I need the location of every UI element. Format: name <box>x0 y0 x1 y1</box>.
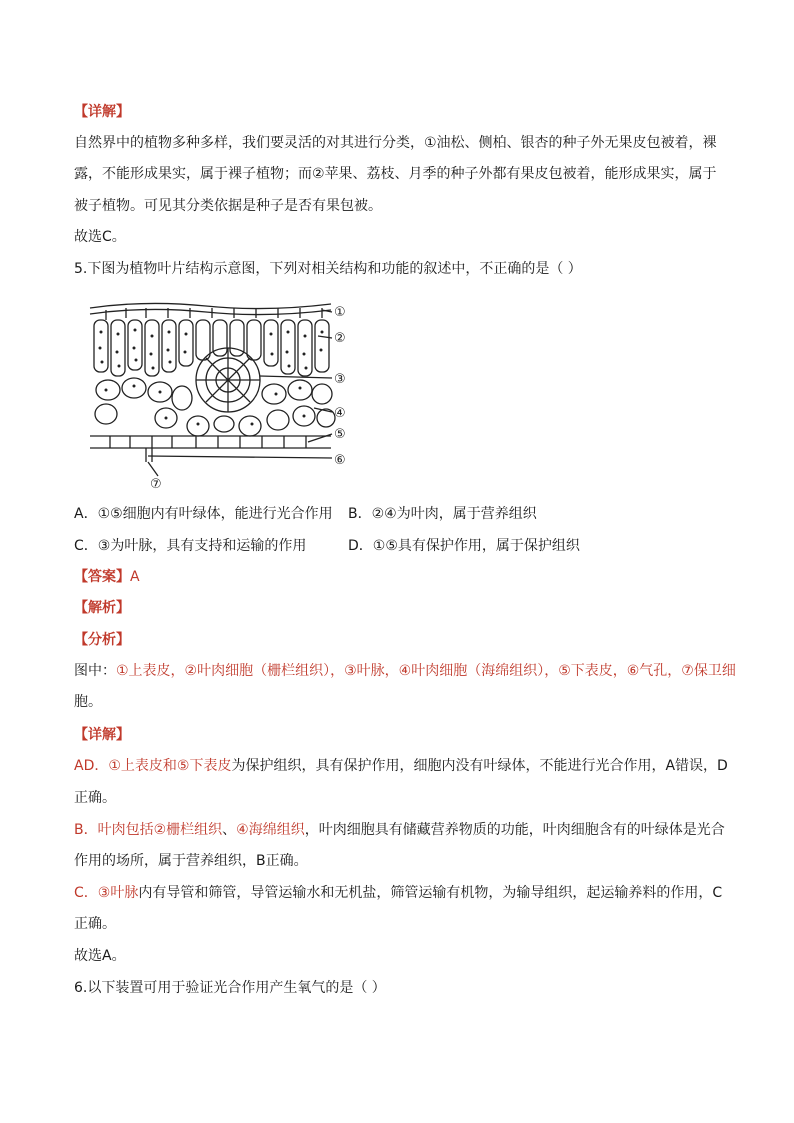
detail-paragraph-line: 露，不能形成果实，属于裸子植物；而②苹果、荔枝、月季的种子外都有果皮包被着，能形成果实，属于 <box>74 166 717 182</box>
analysis-heading: 【解析】 <box>74 600 130 616</box>
conclusion-text-q5: 故选A。 <box>74 948 126 964</box>
fenxi-line-2: 胞。 <box>74 694 102 710</box>
section-heading-detail: 【详解】 <box>74 104 130 120</box>
option-d: D．①⑤具有保护作用，属于保护组织 <box>348 538 580 554</box>
figure-label-4: ④ <box>334 406 346 421</box>
figure-label-6: ⑥ <box>334 453 346 468</box>
detail-paragraph-line: 自然界中的植物多种多样，我们要灵活的对其进行分类，①油松、侧柏、银杏的种子外无果皮包被着，裸 <box>74 135 717 151</box>
option-a: A．①⑤细胞内有叶绿体，能进行光合作用 <box>74 506 333 522</box>
fenxi-line: 图中：①上表皮，②叶肉细胞（栅栏组织），③叶脉，④叶肉细胞（海绵组织），⑤下表皮，⑥气孔，⑦保卫细 <box>74 663 736 679</box>
figure-label-5: ⑤ <box>334 427 346 442</box>
question-5-stem: 5.下图为植物叶片结构示意图，下列对相关结构和功能的叙述中，不正确的是（ ） <box>74 261 582 277</box>
answer-value: A <box>130 569 140 585</box>
detail-b-line-2: 作用的场所，属于营养组织，B正确。 <box>74 853 308 869</box>
detail-paragraph-line: 被子植物。可见其分类依据是种子是否有果包被。 <box>74 198 382 214</box>
option-c: C．③为叶脉，具有支持和运输的作用 <box>74 538 307 554</box>
detail-ad-line-2: 正确。 <box>74 790 116 806</box>
detail-heading-q5: 【详解】 <box>74 727 130 743</box>
question-6-stem: 6.以下装置可用于验证光合作用产生氧气的是（ ） <box>74 980 386 996</box>
detail-c-line-2: 正确。 <box>74 916 116 932</box>
figure-label-1: ① <box>334 305 346 320</box>
figure-label-3: ③ <box>334 372 346 387</box>
answer-line: 【答案】A <box>74 569 140 585</box>
detail-c-line: C．③叶脉内有导管和筛管，导管运输水和无机盐，筛管运输有机物，为输导组织，起运输养料的作用，C <box>74 885 723 901</box>
figure-label-2: ② <box>334 331 346 346</box>
option-b: B．②④为叶肉，属于营养组织 <box>348 506 537 522</box>
leaf-structure-diagram <box>86 296 356 492</box>
detail-ad-line: AD．①上表皮和⑤下表皮为保护组织，具有保护作用，细胞内没有叶绿体，不能进行光合作用，A错误，D <box>74 758 728 774</box>
fenxi-heading: 【分析】 <box>74 632 130 648</box>
conclusion-text: 故选C。 <box>74 229 126 245</box>
figure-label-7: ⑦ <box>150 477 162 492</box>
detail-b-line: B．叶肉包括②栅栏组织、④海绵组织，叶肉细胞具有储藏营养物质的功能，叶肉细胞含有的叶绿体是光合 <box>74 822 725 838</box>
